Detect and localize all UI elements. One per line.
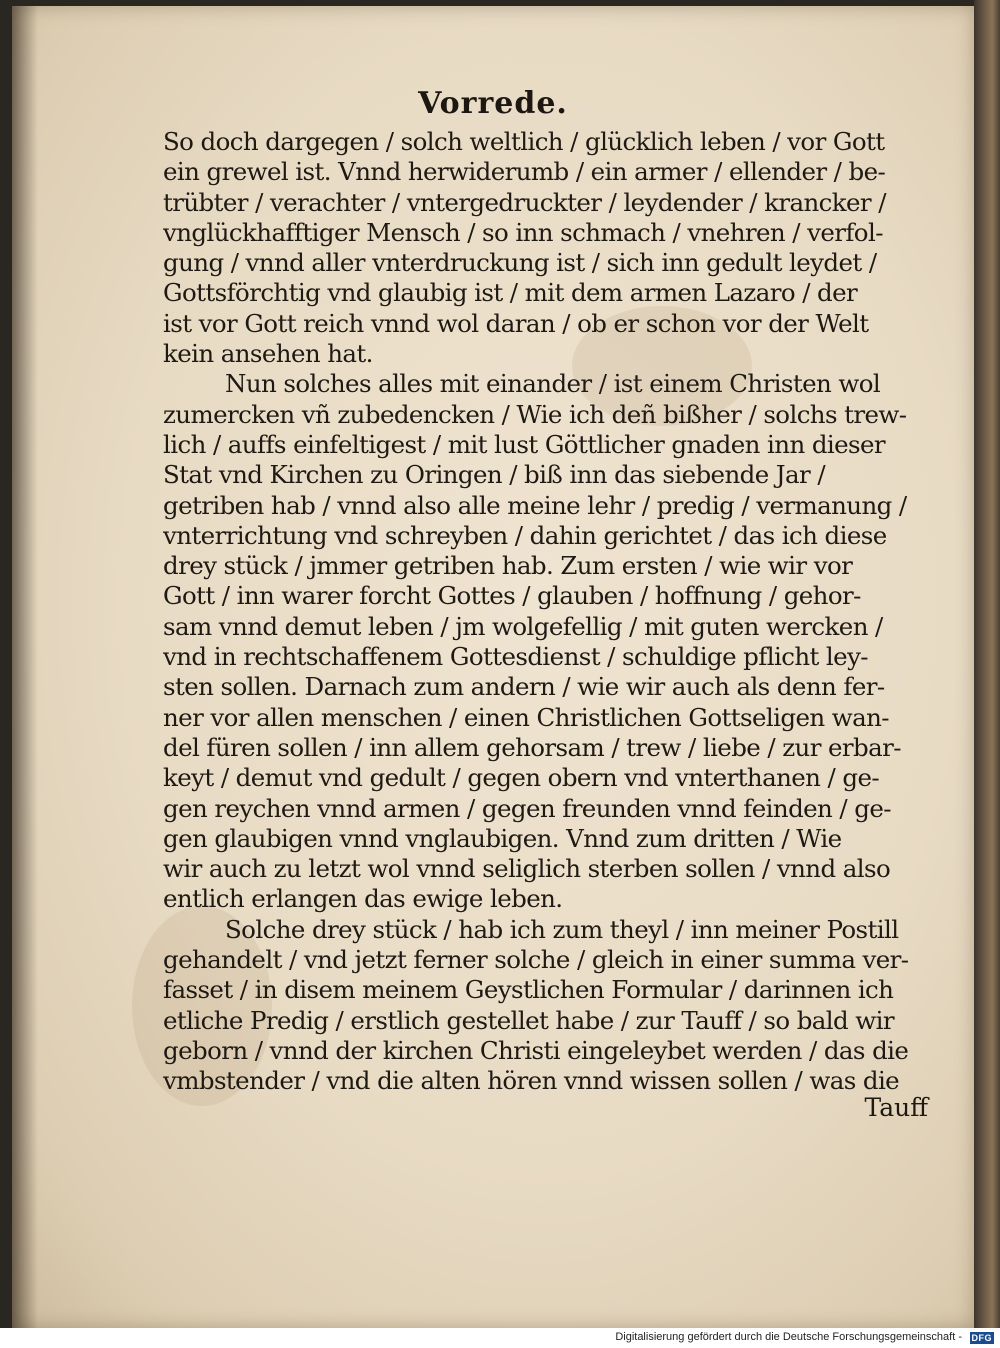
text-line: fasset / in disem meinem Geystlichen Formular / darinnen ich [163,975,894,1005]
text-line: zumercken vñ zubedencken / Wie ich deñ bißher / solchs trew- [163,399,907,429]
body-text [163,127,933,1097]
text-line: sten sollen. Darnach zum andern / wie wir auch als denn fer- [163,672,885,702]
text-line: del füren sollen / inn allem gehorsam / trew / liebe / zur erbar- [163,732,901,762]
text-line: Solche drey stück / hab ich zum theyl / inn meiner Postill [225,914,899,944]
gutter-shadow [12,6,38,1328]
funding-credit: Digitalisierung gefördert durch die Deutsche Forschungsgemeinschaft - [615,1331,962,1343]
text-line: getriben hab / vnnd also alle meine lehr / predig / vermanung / [163,490,907,520]
text-line: etliche Predig / erstlich gestellet habe / zur Tauff / so bald wir [163,1005,895,1035]
page-header: Vorrede. [418,86,568,121]
text-line: vnterrichtung vnd schreyben / dahin gerichtet / das ich diese [163,520,887,550]
text-line: gung / vnnd aller vnterdruckung ist / sich inn gedult leydet / [163,248,877,278]
text-line: trübter / verachter / vntergedruckter / leydender / krancker / [163,187,886,217]
text-line: Nun solches alles mit einander / ist einem Christen wol [225,369,881,399]
text-line: So doch dargegen / solch weltlich / glücklich leben / vor Gott [163,127,885,156]
text-line: lich / auffs einfeltigest / mit lust Göttlicher gnaden inn dieser [163,429,886,459]
text-line: Gottsförchtig vnd glaubig ist / mit dem armen Lazaro / der [163,278,858,308]
dfg-logo: DFG [971,1333,992,1343]
text-line: vnglückhafftiger Mensch / so inn schmach / vnehren / verfol- [163,217,883,247]
text-line: geborn / vnnd der kirchen Christi eingeleybet werden / das die [163,1035,909,1065]
text-line: gen glaubigen vnnd vnglaubigen. Vnnd zum dritten / Wie [163,823,842,853]
text-line: entlich erlangen das ewige leben. [163,884,563,914]
catchword: Tauff [864,1093,928,1122]
text-line: ein grewel ist. Vnnd herwiderumb / ein armer / ellender / be- [163,157,886,187]
book-cover-edge [974,0,1000,1328]
footer-bar [0,1328,1000,1348]
text-line: ner vor allen menschen / einen Christlichen Gottseligen wan- [163,702,889,732]
text-line: vnd in rechtschaffenem Gottesdienst / schuldige pflicht ley- [163,642,868,672]
text-line: ist vor Gott reich vnnd wol daran / ob er schon vor der Welt [163,308,869,338]
text-line: gehandelt / vnd jetzt ferner solche / gleich in einer summa ver- [163,945,909,975]
text-line: Gott / inn warer forcht Gottes / glauben / hoffnung / gehor- [163,581,861,611]
text-line: keyt / demut vnd gedult / gegen obern vnd vnterthanen / ge- [163,763,880,793]
text-line: sam vnnd demut leben / jm wolgefellig / mit guten wercken / [163,611,883,641]
text-line: gen reychen vnnd armen / gegen freunden vnnd feinden / ge- [163,793,891,823]
text-line: vmbstender / vnd die alten hören vnnd wissen sollen / was die [163,1066,900,1096]
text-line: Stat vnd Kirchen zu Oringen / biß inn das siebende Jar / [163,460,825,490]
text-line: drey stück / jmmer getriben hab. Zum ersten / wie wir vor [163,551,853,581]
text-line: wir auch zu letzt wol vnnd seliglich sterben sollen / vnnd also [163,854,891,884]
text-line: kein ansehen hat. [163,339,373,369]
